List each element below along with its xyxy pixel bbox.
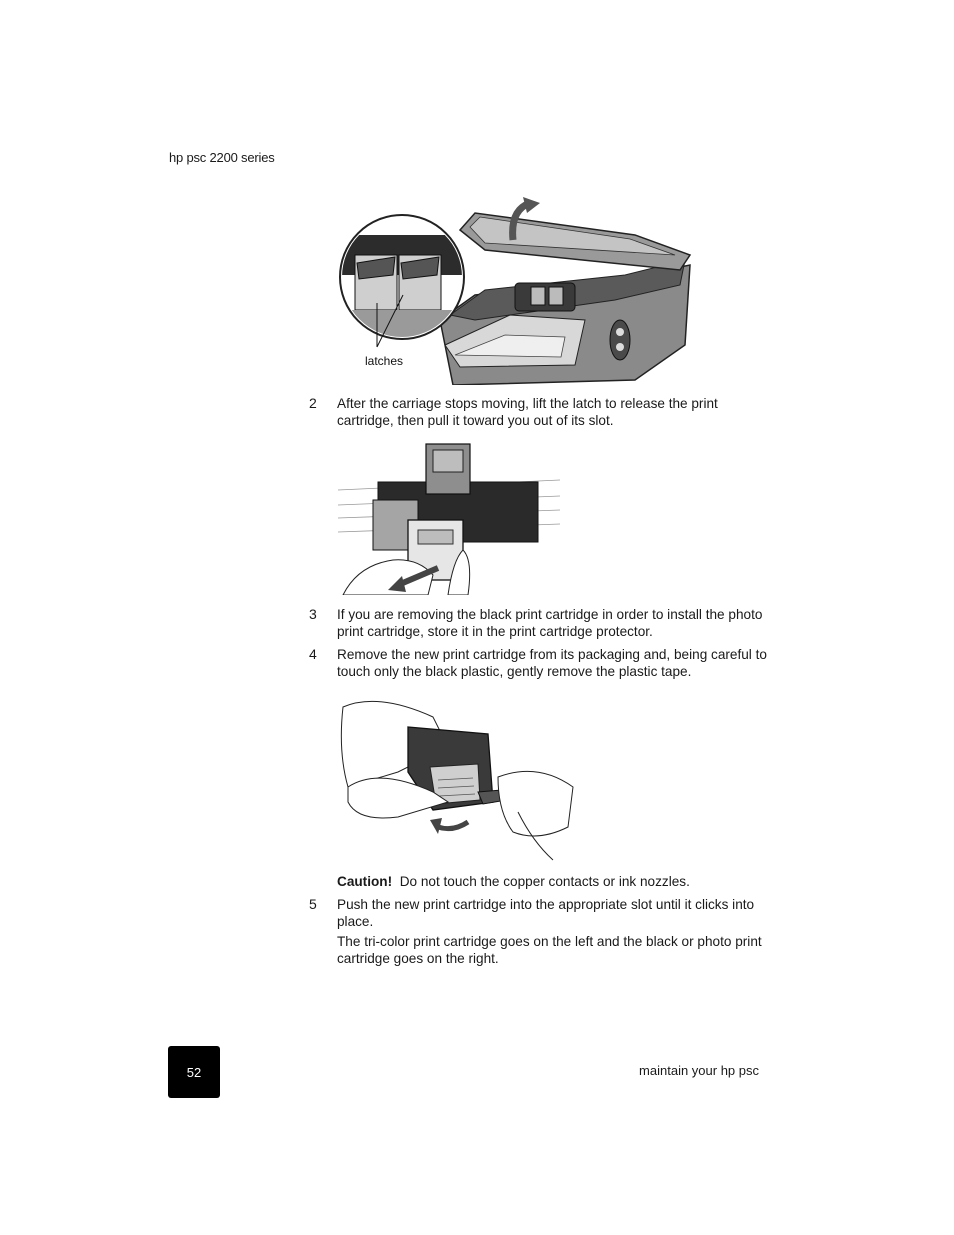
running-header: hp psc 2200 series [169, 150, 275, 165]
running-footer: maintain your hp psc [639, 1063, 759, 1078]
figure-printer-latches [335, 195, 695, 385]
step-number: 3 [309, 606, 317, 622]
caution-note [337, 873, 767, 890]
caution-text: Do not touch the copper contacts or ink nozzles. [399, 874, 690, 889]
step-number: 5 [309, 896, 317, 912]
step-text: Remove the new print cartridge from its packaging and, being careful to touch only the black plastic, gently remove the plastic tape. [337, 647, 767, 679]
figure-remove-cartridge [338, 440, 560, 595]
caution-label: Caution! [337, 874, 393, 889]
page-number: 52 [186, 1064, 202, 1080]
figure-remove-tape [338, 692, 576, 862]
page-number-badge [168, 1046, 220, 1098]
latches-callout: latches [365, 354, 404, 368]
step-text: If you are removing the black print cartridge in order to install the photo print cartridge, store it in the print cartridge protector. [337, 607, 763, 639]
step-number: 4 [309, 646, 317, 662]
step-number: 2 [309, 395, 317, 411]
step-text: Push the new print cartridge into the appropriate slot until it clicks into place. [337, 897, 755, 929]
step-note: The tri-color print cartridge goes on the left and the black or photo print cartridge goes on the right. [337, 934, 762, 966]
step-text: After the carriage stops moving, lift the latch to release the print cartridge, then pull it toward you out of its slot. [337, 396, 718, 428]
